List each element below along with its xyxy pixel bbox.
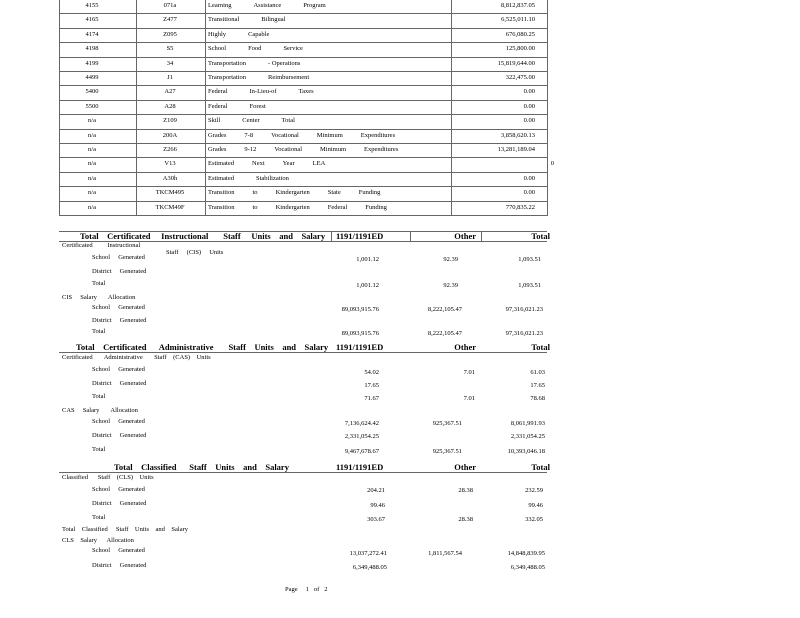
cas-title: Total Certificated Administrative Staff Units and Salary [76,342,329,352]
row-amount: 0.00 [523,88,535,96]
row-code: 4155 [85,2,99,9]
row-description: Transitional Bilingual [208,16,286,24]
row-resource: 34 [166,59,174,67]
row-code: n/a [88,160,96,168]
row-resource: 200A [162,131,178,139]
row-amount: 6,525,011.10 [501,16,535,24]
row-description: Estimated Stabilization [208,174,289,182]
row-code: 4174 [85,30,99,38]
row-amount: 125,800.00 [505,45,535,53]
col-header-other: Other [454,231,476,241]
cis-salary-label: CIS Salary Allocation [62,294,136,301]
row-description: Skill Center Total [208,117,295,125]
row-amount: 0.00 [523,117,535,125]
row-code: 5500 [85,102,99,110]
row-resource: TKCM49F [155,203,185,211]
row-resource: 071a [163,2,177,9]
row-resource: Z266 [163,146,177,153]
row-resource: Z477 [163,16,177,24]
row-amount: 8,812,837.05 [500,2,535,9]
cis-title: Total Certificated Instructional Staff Units and Salary [80,231,326,241]
row-code: 4499 [85,74,99,81]
row-amount: 322,475.00 [505,74,535,81]
row-code: n/a [88,203,96,211]
row-description: Estimated Next Year LEA [208,160,326,168]
row-description: School Food Service [208,45,303,53]
row-description: Federal In-Lieu-of Taxes [208,88,314,96]
row-amount: 0.00 [523,189,535,197]
row-resource: TKCM495 [155,189,185,197]
row-code: 4198 [85,45,99,53]
row-description: Transportation - Operations [208,59,301,67]
row-code: n/a [88,117,96,125]
row-code: n/a [88,174,96,182]
row-code: n/a [88,146,96,153]
row-description: Highly Capable [208,30,270,38]
row-resource: V13 [164,160,176,168]
row-code: 4165 [85,16,99,24]
row-amount: 0 [550,160,554,168]
row-resource: A27 [164,88,176,96]
row-amount: 770,835.22 [505,203,535,211]
row-code: n/a [88,189,96,197]
col-header-total: Total [531,231,550,241]
row-resource: J1 [167,74,173,81]
cis-units-label: Certificated Instructional Staff (CIS) Units [62,242,224,256]
page-footer: Page 1 of 2 [285,586,328,593]
col-header-1191: 1191/1191ED [336,231,384,241]
row-amount: 13,281,189.04 [497,146,535,153]
row-amount: 0.00 [523,102,535,110]
row-resource: S5 [166,45,174,53]
row-amount: 3,858,620.13 [500,131,535,139]
row-resource: Z109 [163,117,177,125]
row-code: n/a [88,131,96,139]
row-resource: Z095 [163,30,177,38]
row-amount: 676,080.25 [505,30,535,38]
row-description: Transportation Reimbursement [208,74,310,81]
row-resource: A30h [162,174,178,182]
row-description: Grades 9-12 Vocational Minimum Expenditures [208,146,399,153]
row-description: Transition to Kindergarten Federal Funding [208,203,387,211]
row-code: 4199 [85,59,99,67]
row-amount: 15,819,644.00 [497,59,535,67]
row-amount: 0.00 [523,174,535,182]
row-description: Grades 7-8 Vocational Minimum Expenditures [208,131,396,139]
row-description: Federal Forest [208,102,266,110]
row-code: 5400 [85,88,99,96]
row-description: Transition to Kindergarten State Funding [208,189,381,197]
cls-title: Total Classified Staff Units and Salary [114,462,289,472]
row-resource: A28 [164,102,176,110]
row-description: Learning Assistance Program [208,2,326,9]
